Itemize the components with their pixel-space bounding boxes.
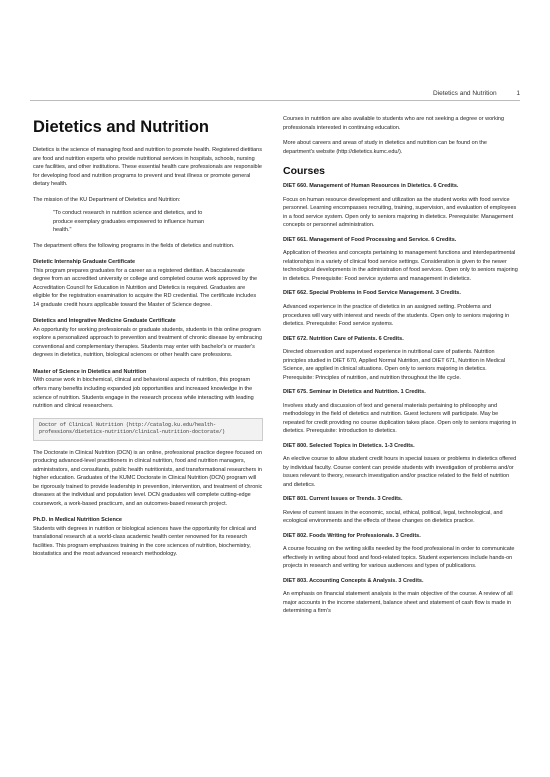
more-info-paragraph[interactable]: More about careers and areas of study in dietetics and nutrition can be found on the department's website (http://dietetics.kumc.edu/). [283, 140, 487, 155]
course-description: Focus on human resource development and utilization as the student works with food service personnel. Learning encompasses recruiting, training, supervision, and evaluation of employees in a food service system. Open only to seniors majoring in dietetics. Prerequisite: Management concepts or personnel administration. [283, 196, 517, 229]
course-entry [283, 577, 518, 616]
course-entry [283, 388, 518, 436]
mission-intro: The mission of the KU Department of Dietetics and Nutrition: [33, 196, 181, 203]
course-title: DIET 662. Special Problems in Food Service Management. 3 Credits. [283, 290, 461, 297]
course-entry [283, 182, 518, 230]
programs-intro: The department offers the following programs in the fields of dietetics and nutrition. [33, 242, 235, 249]
course-description: Application of theories and concepts pertaining to management functions and interdepartmental relationships in a variety of clinical food service settings. Consideration is given to the newer technological developments in the administration of food services. Open only to seniors majoring in dietetics. Prerequisite: Food service systems and management in dietetics. [283, 250, 518, 282]
course-title: DIET 661. Management of Food Processing and Service. 6 Credits. [283, 236, 457, 243]
intro-paragraph: Dietetics is the science of managing food and nutrition to promote health. Registered dietitians are food and nutrition experts who provide nutritional services in hospitals, schools, nursing care facilities, and other institutions. These essential health care professionals are responsible for developing food and nutrition programs to prevent and treat illness or promote general dietary health. [33, 147, 262, 188]
program-certificate-internship [33, 258, 263, 309]
course-title: DIET 800. Selected Topics in Dietetics. 1-3 Credits. [283, 442, 415, 449]
program-heading: Dietetics and Integrative Medicine Graduate Certificate [33, 318, 176, 325]
page-number: 1 [516, 90, 520, 97]
program-certificate-integrative [33, 317, 263, 360]
course-list [283, 182, 518, 616]
course-entry [283, 495, 518, 526]
course-title: DIET 803. Accounting Concepts & Analysis. 3 Credits. [283, 577, 424, 584]
course-description: An elective course to allow student credit hours in special issues or problems in dietetics offered by individual faculty. Course content can provide students with investigation of problems and/or issues relevant to theory, research investigation and/or practice related to the field of nutrition and dietetics. [283, 456, 517, 488]
page-title: Dietetics and Nutrition [33, 118, 210, 136]
course-entry [283, 335, 518, 383]
program-heading: Master of Science in Dietetics and Nutrition [33, 368, 147, 375]
course-description: Advanced experience in the practice of dietetics in an assigned setting. Problems and procedures will vary with interest and needs of the students. Open only to seniors majoring in dietetics. Prerequisite: Food service systems. [283, 304, 510, 328]
program-body: This program prepares graduates for a career as a registered dietitian. A baccalaureate degree from an accredited university or college and completed course work approved by the Accreditation Council for Education in Nutrition and Dietetics is required. Graduates are eligible for the registration examination to acquire the RD credential. The certificate includes 14 graduate credit hours applicable toward the Master of Science degree. [33, 267, 258, 308]
course-entry [283, 236, 518, 284]
course-title: DIET 801. Current Issues or Trends. 3 Credits. [283, 496, 403, 503]
continuing-education-paragraph: Courses in nutrition are also available to students who are not seeking a degree or working professionals interested in continuing education. [283, 116, 505, 131]
course-description: Review of current issues in the economic, social, ethical, political, legal, technological, and ecological environments and the effects of these changes on dietetics practice. [283, 509, 503, 525]
course-description: An emphasis on financial statement analysis is the main objective of the course. A review of all major accounts in the income statement, balance sheet and statement of cash flow is made in determining a firm's [283, 591, 513, 615]
program-body: An opportunity for working professionals or graduate students, students in this online program explore a personalized approach to prevention and treatment of chronic disease by embracing conventional and complementary therapies. Students may enter with bachelor's or master's degrees in dietetics, nutrition, biological sciences or other health care professions. [33, 326, 262, 359]
dcn-link-code-block[interactable]: Doctor of Clinical Nutrition (http://catalog.ku.edu/health-professions/dietetics-nutrition/clinical-nutrition-doctorate/) [33, 418, 263, 441]
dcn-paragraph: The Doctorate in Clinical Nutrition (DCN) is an online, professional practice degree focused on producing advanced-level practitioners in clinical nutrition, food and nutrition managers, administrators, and consultants, public health nutritionists, and transformational researchers in higher education. Graduates of the KUMC Doctorate in Clinical Nutrition (DCN) program will be rigorously trained to provide leadership in prevention, intervention, and treatment of chronic diseases at the individual and population level. DCN graduates will complete cutting-edge coursework, a work-based practicum, and an outcomes-based research project. [33, 449, 263, 507]
phd-heading: Ph.D. in Medical Nutrition Science [33, 517, 122, 524]
course-entry [283, 289, 518, 328]
mission-quote: "To conduct research in nutrition science and dietetics, and to produce exemplary graduates empowered to influence human health." [53, 210, 205, 234]
left-column [33, 115, 263, 566]
course-description: A course focusing on the writing skills needed by the food professional in order to communicate effectively in writing about food and food-related topics. Student experiences include hands-on projects in research and writing for various audiences and types of publications. [283, 546, 515, 570]
course-entry [283, 532, 518, 571]
course-title: DIET 675. Seminar in Dietetics and Nutrition. 1 Credits. [283, 389, 426, 396]
right-column [283, 115, 518, 622]
phd-paragraph: Students with degrees in nutrition or biological sciences have the opportunity for clinical and translational research at a world-class academic health center renowned for its research facilities. This program emphasizes training in the core sciences of nutrition, biochemistry, biostatistics and the most advanced research methodology. [33, 525, 257, 558]
course-title: DIET 802. Foods Writing for Professionals. 3 Credits. [283, 532, 421, 539]
course-title: DIET 660. Management of Human Resources in Dietetics. 6 Credits. [283, 183, 459, 190]
course-title: DIET 672. Nutrition Care of Patients. 6 Credits. [283, 335, 404, 342]
program-body: With course work in biochemical, clinical and behavioral aspects of nutrition, this program offers many benefits including expanded job opportunities and increased knowledge in the science of nutrition. Students engage in the research process while interacting with leading nutrition and clinical researchers. [33, 377, 254, 410]
program-heading: Dietetic Internship Graduate Certificate [33, 259, 136, 266]
program-master-of-science [33, 368, 263, 411]
course-description: Directed observation and supervised experience in nutritional care of patients. Nutrition principles studied in DIET 670, Applied Normal Nutrition, and DIET 671, Nutrition in Medical Science, are applied in clinical situations. Open only to seniors majoring in dietetics. Prerequisite: Principles of nutrition, and nutrition throughout the life cycle. [283, 349, 506, 381]
page-header [30, 90, 520, 101]
course-entry [283, 442, 518, 490]
courses-heading: Courses [283, 165, 326, 178]
running-title: Dietetics and Nutrition [432, 90, 497, 97]
course-description: Involves study and discussion of text and general materials pertaining to philosophy and methodology in the field of dietetics and nutrition. Guest lecturers will participate. May be repeated for credit providing no course duplication takes place. Open only to seniors majoring in dietetics. Prerequisite: Introduction to dietetics. [283, 402, 517, 435]
